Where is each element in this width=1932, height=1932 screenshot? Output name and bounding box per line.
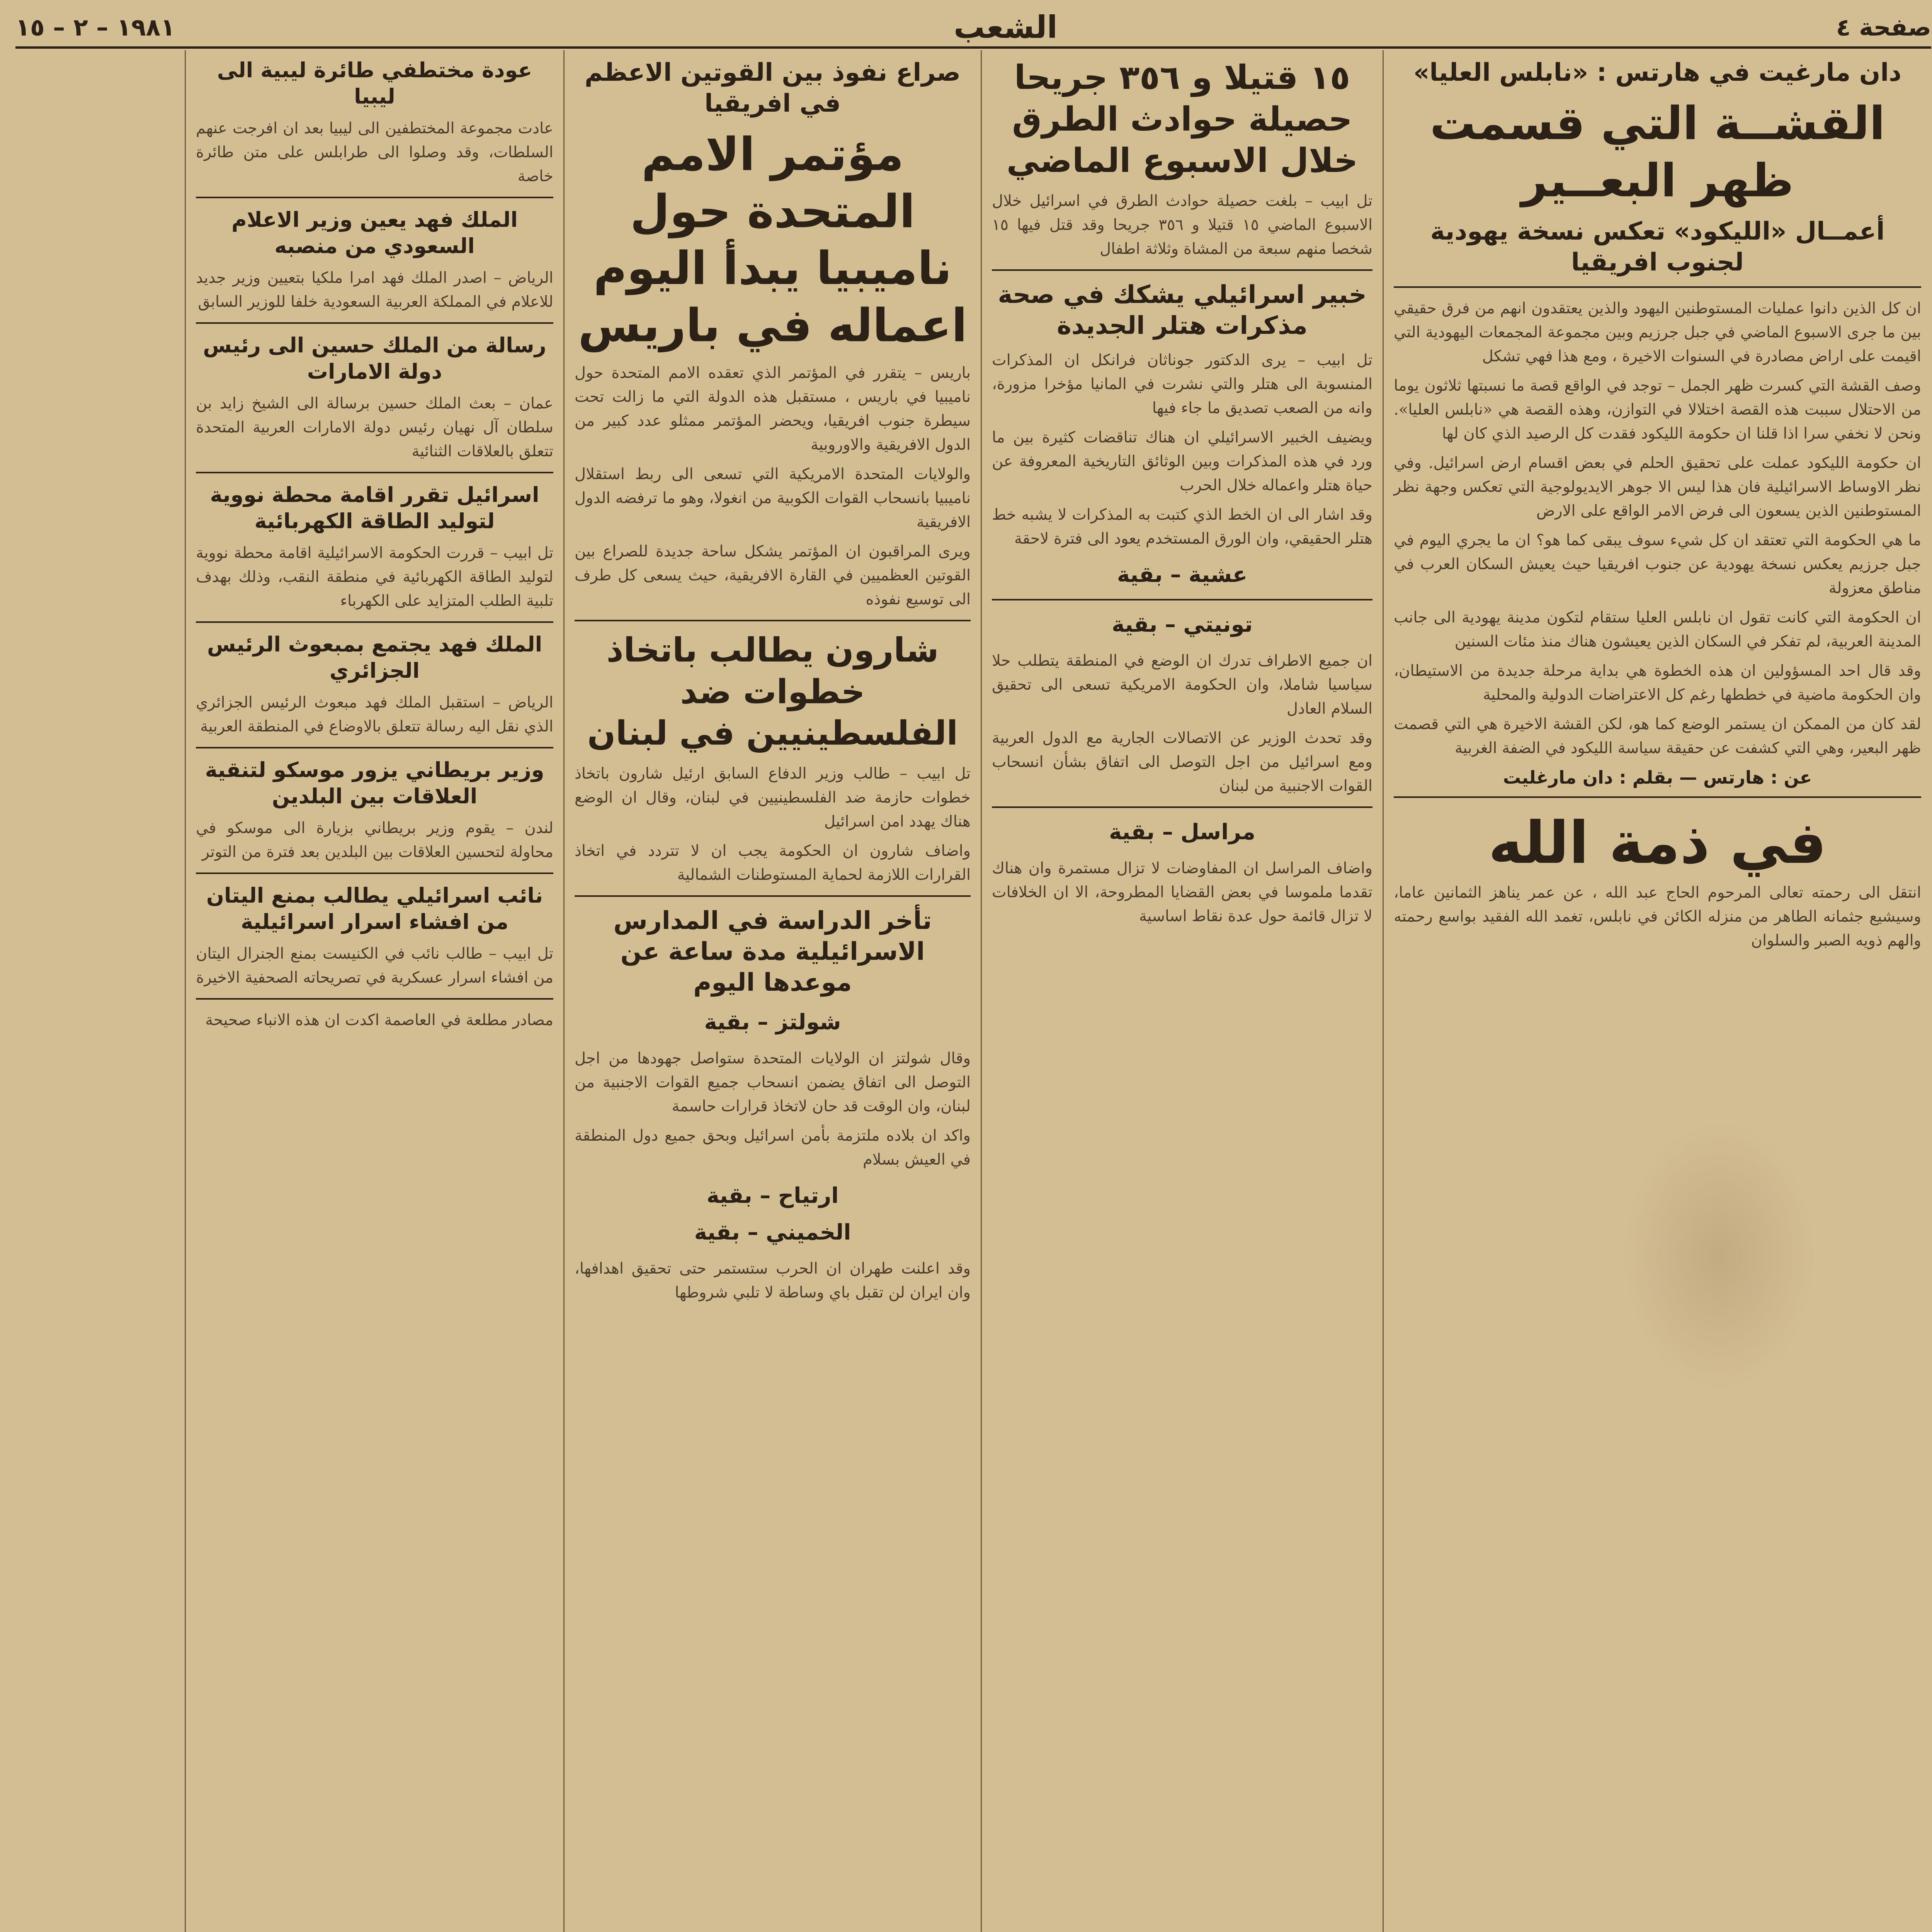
article-paragraph: ويرى المراقبون ان المؤتمر يشكل ساحة جديدة للصراع بين القوتين العظميين في القارة الافريقية، حيث يسعى كل طرف الى توسيع نفوذه — [575, 543, 971, 608]
column-main-article — [1383, 50, 1931, 1932]
brief-text: تل ابيب – طالب نائب في الكنيست بمنع الجنرال اليتان من افشاء اسرار عسكرية في تصريحاته الصحفية الاخيرة — [196, 945, 553, 986]
article-body — [1394, 296, 1921, 760]
divider — [196, 472, 553, 473]
article-paragraph: واضاف شارون ان الحكومة يجب ان لا تتردد في اتخاذ القرارات اللازمة لحماية المستوطنات الشمالية — [575, 842, 971, 884]
sharon-body — [575, 762, 971, 887]
column-second — [981, 50, 1383, 1932]
article-byline: عن : هارتس — بقلم : دان مارغليت — [1503, 767, 1812, 788]
article-paragraph: تل ابيب – طالب وزير الدفاع السابق ارئيل شارون باتخاذ خطوات حازمة ضد الفلسطينيين في لبنان، وقال ان الوضع هناك يهدد امن اسرائيل — [575, 764, 971, 830]
article-paragraph: والولايات المتحدة الامريكية التي تسعى الى ربط استقلال ناميبيا بانسحاب القوات الكوبية من انغولا، وهو ما ترفضه الدول الافريقية — [575, 465, 971, 531]
hitler-diaries-headline: خبير اسرائيلي يشكك في صحة مذكرات هتلر الجديدة — [998, 280, 1367, 340]
brief-title: عودة مختطفي طائرة ليبية الى ليبيا — [217, 58, 532, 109]
continuation-body — [575, 1257, 971, 1304]
divider — [992, 269, 1372, 271]
brief-text: لندن – يقوم وزير بريطاني بزيارة الى موسكو في محاولة لتحسين العلاقات بين البلدين بعد فترة من التوتر — [196, 819, 553, 861]
divider — [196, 998, 553, 1000]
continuation-heading: ارتياح – بقية — [706, 1183, 839, 1208]
article-kicker: دان مارغيت في هارتس : «نابلس العليا» — [1413, 58, 1901, 87]
masthead — [15, 8, 1931, 49]
brief-title: رسالة من الملك حسين الى رئيس دولة الامارات — [203, 333, 546, 384]
article-lead: ان كل الذين دانوا عمليات المستوطنين اليهود والذين يعتقدون انهم من فرق حقيقي بين ما جرى الاسبوع الماضي في جبل جرزيم وبين مجموعة المجمعات اليهودية التي اقيمت على اراض مصادرة في السنوات الاخيرة ، ومع هذا فهي تشكل — [1394, 299, 1921, 365]
divider — [992, 599, 1372, 600]
continuation-heading: تونيتي – بقية — [1112, 612, 1253, 637]
brief-title: الملك فهد يعين وزير الاعلام السعودي من منصبه — [231, 207, 518, 258]
page-number: صفحة ٤ — [1836, 13, 1931, 41]
article-paragraph: لقد كان من الممكن ان يستمر الوضع كما هو، لكن القشة الاخيرة هي التي قصمت ظهر البعير، وهي التي كشفت عن حقيقة سياسة الليكود في الضفة الغربية — [1394, 715, 1921, 757]
article-lead: تل ابيب – بلغت حصيلة حوادث الطرق في اسرائيل خلال الاسبوع الماضي ١٥ قتيلا و ٣٥٦ جريحا وقد قتل فيها ١٥ شخصا منهم سبعة من المشاة وثلاثة اطفال — [992, 192, 1373, 258]
article-paragraph: واكد ان بلاده ملتزمة بأمن اسرائيل وبحق جميع دول المنطقة في العيش بسلام — [575, 1126, 971, 1168]
page-margin — [15, 50, 185, 1932]
continuation-heading: شولتز – بقية — [704, 1009, 841, 1035]
news-brief — [196, 757, 553, 864]
article-paragraph: ما هي الحكومة التي تعتقد ان كل شيء سوف يبقى كما هو؟ ان ما يجري اليوم في جبل جرزيم يعكس نسخة يهودية عن جنوب افريقيا حيث يعيش السكان العرب في مناطق معزولة — [1394, 531, 1921, 597]
traffic-headline: ١٥ قتيلا و ٣٥٦ جريحا حصيلة حوادث الطرق خلال الاسبوع الماضي — [1006, 58, 1358, 180]
brief-text: الرياض – استقبل الملك فهد مبعوث الرئيس الجزائري الذي نقل اليه رسالة تتعلق بالاوضاع في المنطقة العربية — [196, 694, 553, 735]
divider — [575, 620, 971, 621]
continuation-heading: مراسل – بقية — [1109, 819, 1255, 845]
obituary-title: في ذمة الله — [1488, 810, 1827, 877]
article-paragraph: واضاف المراسل ان المفاوضات لا تزال مستمرة وان هناك تقدما ملموسا في بعض القضايا المطروحة، الا ان الخلافات لا تزال قائمة حول عدة نقاط اساسية — [992, 859, 1372, 925]
continuation-heading: عشية – بقية — [1117, 562, 1248, 587]
article-headline: القشــة التي قسمت ظهر البعــير — [1430, 97, 1885, 207]
article-paragraph: وقد تحدث الوزير عن الاتصالات الجارية مع الدول العربية ومع اسرائيل من اجل التوصل الى اتفاق بشأن انسحاب القوات الاجنبية من لبنان — [992, 729, 1372, 795]
news-brief — [196, 207, 553, 314]
article-subhead: أعمــال «الليكود» تعكس نسخة يهودية لجنوب افريقيا — [1430, 217, 1885, 277]
article-paragraph: وقد اعلنت طهران ان الحرب ستستمر حتى تحقيق اهدافها، وان ايران لن تقبل باي وساطة لا تلبي شروطها — [575, 1259, 971, 1301]
news-brief — [196, 57, 553, 188]
brief-footer: مصادر مطلعة في العاصمة اكدت ان هذه الانباء صحيحة — [205, 1011, 553, 1029]
namibia-kicker: صراع نفوذ بين القوتين الاعظم في افريقيا — [585, 58, 961, 118]
brief-title: اسرائيل تقرر اقامة محطة نووية لتوليد الطاقة الكهربائية — [210, 483, 539, 533]
article-paragraph: ان حكومة الليكود عملت على تحقيق الحلم في بعض اقسام ارض اسرائيل. وفي نظر الاوساط الاسرائيلية فان هذا ليس الا جوهر الايديولوجية التي تعكس وجهة نظر المستوطنين الذين يسعون الى فرض الامر الواقع على الارض — [1394, 454, 1921, 520]
divider — [196, 747, 553, 748]
article-paragraph: ان جميع الاطراف تدرك ان الوضع في المنطقة يتطلب حلا سياسيا شاملا، وان الحكومة الامريكية تسعى الى تحقيق السلام العادل — [992, 651, 1372, 718]
hitler-diaries-body — [992, 348, 1372, 551]
article-lead: باريس – يتقرر في المؤتمر الذي تعقده الامم المتحدة حول ناميبيا في باريس ، مستقبل هذه الدولة التي ما زالت تحت سيطرة جنوب افريقيا، ويحضر المؤتمر ممثلو عدد كبير من الدول الافريقية والاوروبية — [575, 364, 971, 454]
divider — [1394, 286, 1921, 288]
divider — [992, 806, 1372, 808]
article-paragraph: وقال شولتز ان الولايات المتحدة ستواصل جهودها من اجل التوصل الى اتفاق يضمن انسحاب جميع القوات الاجنبية من لبنان، وان الوقت قد حان لاتخاذ قرارات حاسمة — [575, 1049, 971, 1115]
news-brief — [196, 332, 553, 463]
article-paragraph: ويضيف الخبير الاسرائيلي ان هناك تناقضات كثيرة بين ما ورد في هذه المذكرات وبين الوثائق التاريخية المعروفة عن حياة هتلر واعماله خلال الحرب — [992, 428, 1372, 494]
namibia-body — [575, 361, 971, 611]
column-third — [563, 50, 981, 1932]
article-paragraph: ان الحكومة التي كانت تقول ان نابلس العليا ستقام لتكون مدينة يهودية الى جانب المدينة العربية، لم تفكر في السكان الذين يعيشون هناك منذ مئات السنين — [1394, 609, 1921, 650]
brief-text: عمان – بعث الملك حسين برسالة الى الشيخ زايد بن سلطان آل نهيان رئيس دولة الامارات العربية المتحدة تتعلق بالعلاقات الثنائية — [196, 395, 553, 460]
namibia-headline: مؤتمر الامم المتحدة حول ناميبيا يبدأ اليوم اعماله في باريس — [578, 128, 967, 352]
sharon-headline: شارون يطالب باتخاذ خطوات ضد الفلسطينيين في لبنان — [587, 631, 958, 753]
news-brief — [196, 883, 553, 990]
obituary-text: انتقل الى رحمته تعالى المرحوم الحاج عبد الله ، عن عمر يناهز الثمانين عاما، وسيشيع جثمانه الطاهر من منزله الكائن في نابلس، تغمد الله الفقيد بواسع رحمته والهم ذويه الصبر والسلوان — [1394, 884, 1921, 949]
column-news-briefs — [185, 50, 563, 1932]
newspaper-name: الشعب — [954, 9, 1058, 45]
divider — [196, 322, 553, 324]
brief-title: الملك فهد يجتمع بمبعوث الرئيس الجزائري — [207, 632, 543, 683]
continuation-body — [992, 649, 1372, 798]
brief-title: نائب اسرائيلي يطالب بمنع اليتان من افشاء اسرار اسرائيلية — [206, 883, 543, 934]
divider — [196, 872, 553, 874]
article-paragraph: وصف القشة التي كسرت ظهر الجمل – توجد في الواقع قصة ما نسبتها ثلاثون يوما من الاحتلال سببت هذه القصة اختلالا في التوازن، وهذه القصة هي «نابلس العليا». ونحن لا نخفي سرا اذا قلنا ان حكومة الليكود فقدت كل الرصيد الذي كان لها — [1394, 377, 1921, 442]
continuation-heading: الخميني – بقية — [694, 1219, 851, 1245]
news-brief — [196, 482, 553, 613]
divider — [575, 895, 971, 897]
continuation-body — [575, 1046, 971, 1172]
schools-headline: تأخر الدراسة في المدارس الاسرائيلية مدة ساعة عن موعدها اليوم — [613, 906, 932, 997]
issue-date: ١٩٨١ – ٢ – ١٥ — [15, 13, 175, 41]
divider — [1394, 796, 1921, 798]
divider — [196, 197, 553, 198]
brief-title: وزير بريطاني يزور موسكو لتنقية العلاقات بين البلدين — [205, 758, 544, 808]
news-brief — [196, 631, 553, 738]
continuation-body — [992, 856, 1372, 928]
article-paragraph: تل ابيب – يرى الدكتور جوناثان فرانكل ان المذكرات المنسوبة الى هتلر والتي نشرت في المانيا مؤخرا مزورة، وانه من الصعب تصديق ما جاء فيها — [992, 351, 1372, 417]
brief-text: الرياض – اصدر الملك فهد امرا ملكيا بتعيين وزير جديد للاعلام في المملكة العربية السعودية خلفا للوزير السابق — [196, 269, 553, 311]
brief-text: تل ابيب – قررت الحكومة الاسرائيلية اقامة محطة نووية لتوليد الطاقة الكهربائية في منطقة النقب، وذلك بهدف تلبية الطلب المتزايد على الكهرباء — [196, 544, 553, 610]
article-paragraph: وقد اشار الى ان الخط الذي كتبت به المذكرات لا يشبه خط هتلر الحقيقي، وان الورق المستخدم يعود الى فترة لاحقة — [992, 505, 1373, 548]
brief-text: عادت مجموعة المختطفين الى ليبيا بعد ان افرجت عنهم السلطات، وقد وصلوا الى طرابلس على متن طائرة خاصة — [196, 119, 553, 185]
traffic-lead — [992, 189, 1372, 261]
divider — [196, 621, 553, 623]
article-paragraph: وقد قال احد المسؤولين ان هذه الخطوة هي بداية مرحلة جديدة من الاستيطان، وان الحكومة ماضية في خططها رغم كل الاعتراضات الدولية والمحلية — [1394, 662, 1921, 704]
